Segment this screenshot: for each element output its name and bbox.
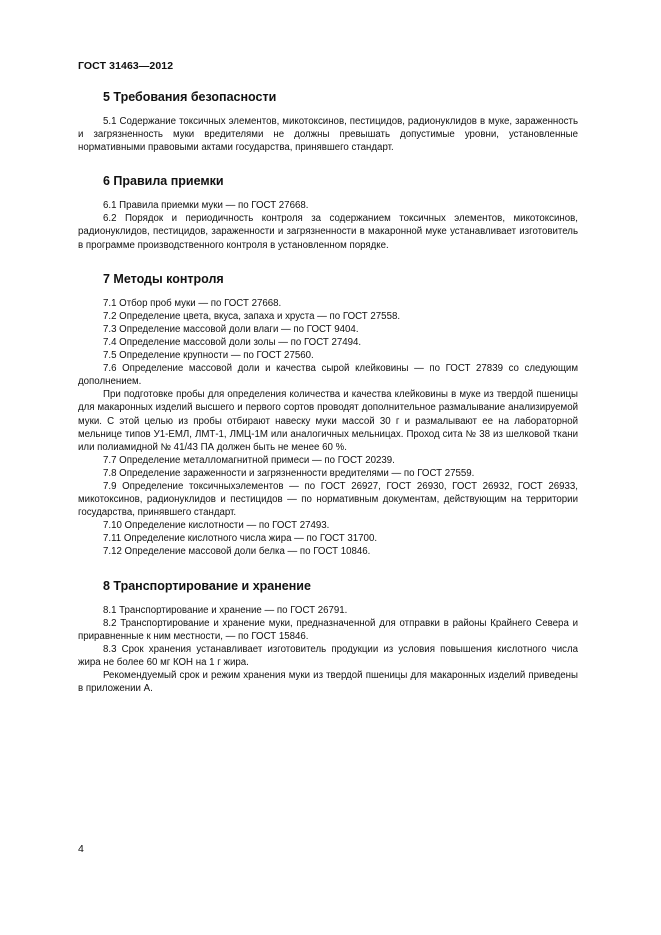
section-acceptance-rules [78, 174, 578, 251]
section-control-methods [78, 272, 578, 559]
paragraph: При подготовке пробы для определения количества и качества клейковины в муке из твердой пшеницы для макаронных изделий высшего и первого сортов проводят дополнительное размалывание анализируемой муки. С этой целью из пробы отбирают навеску муки массой 30 г и размалывают ее на лабораторной мельнице типов У1-ЕМЛ, ЛМТ-1, ЛМЦ-1М или аналогичных мельницах. Проход сита № 38 из шелковой ткани или полиамидной № 41/43 ПА должен быть не менее 60 %. [78, 389, 578, 453]
paragraph: 7.12 Определение массовой доли белка — по ГОСТ 10846. [103, 546, 371, 558]
section-title: 6 Правила приемки [103, 174, 224, 189]
paragraph: 5.1 Содержание токсичных элементов, микотоксинов, пестицидов, радионуклидов в муке, зараженность и загрязненность муки вредителями не должны превышать допустимые уровни, установленные нормативными правовыми актами государства, принявшего стандарт. [78, 116, 578, 154]
paragraph: 7.1 Отбор проб муки — по ГОСТ 27668. [103, 297, 282, 309]
section-title: 5 Требования безопасности [103, 90, 277, 104]
paragraph: 8.1 Транспортирование и хранение — по ГОСТ 26791. [103, 604, 348, 616]
paragraph: 8.2 Транспортирование и хранение муки, предназначенной для отправки в районы Крайнего Севера и приравненные к ним местности, — по ГОСТ 15846. [78, 617, 578, 642]
page-number: 4 [78, 843, 84, 855]
paragraph: 7.2 Определение цвета, вкуса, запаха и хруста — по ГОСТ 27558. [103, 310, 401, 322]
section-transport-storage [78, 579, 578, 696]
section-safety-requirements [78, 90, 578, 154]
paragraph: 7.10 Определение кислотности — по ГОСТ 27493. [103, 520, 330, 532]
section-title: 7 Методы контроля [103, 271, 224, 286]
paragraph: Рекомендуемый срок и режим хранения муки из твердой пшеницы для макаронных изделий приведены в приложении А. [78, 670, 578, 695]
paragraph: 7.8 Определение зараженности и загрязненности вредителями — по ГОСТ 27559. [103, 467, 475, 479]
paragraph: 6.1 Правила приемки муки — по ГОСТ 27668. [103, 200, 309, 212]
paragraph: 8.3 Срок хранения устанавливает изготовитель продукции из условия повышения кислотного числа жира не более 60 мг КОН на 1 г жира. [78, 643, 578, 668]
document-body [78, 90, 578, 715]
paragraph: 7.11 Определение кислотного числа жира — по ГОСТ 31700. [103, 533, 378, 545]
paragraph: 7.9 Определение токсичныхэлементов — по ГОСТ 26927, ГОСТ 26930, ГОСТ 26932, ГОСТ 26933, микотоксинов, радионуклидов и пестицидов — по нормативным документам, действующим на территории государства, принявшего стандарт. [78, 480, 578, 519]
paragraph: 7.4 Определение массовой доли золы — по ГОСТ 27494. [103, 336, 362, 348]
paragraph: 7.3 Определение массовой доли влаги — по ГОСТ 9404. [103, 323, 359, 335]
paragraph: 7.5 Определение крупности — по ГОСТ 27560. [103, 350, 314, 362]
paragraph: 6.2 Порядок и периодичность контроля за содержанием токсичных элементов, микотоксинов, радионуклидов, пестицидов, зараженности и загрязненности в макаронной муке устанавливает изготовитель в программе производственного контроля в установленном порядке. [78, 213, 578, 251]
paragraph: 7.6 Определение массовой доли и качества сырой клейковины — по ГОСТ 27839 со следующим дополнением. [78, 363, 578, 388]
section-title: 8 Транспортирование и хранение [103, 578, 311, 593]
paragraph: 7.7 Определение металломагнитной примеси — по ГОСТ 20239. [103, 454, 395, 466]
document-code: ГОСТ 31463—2012 [78, 60, 174, 72]
